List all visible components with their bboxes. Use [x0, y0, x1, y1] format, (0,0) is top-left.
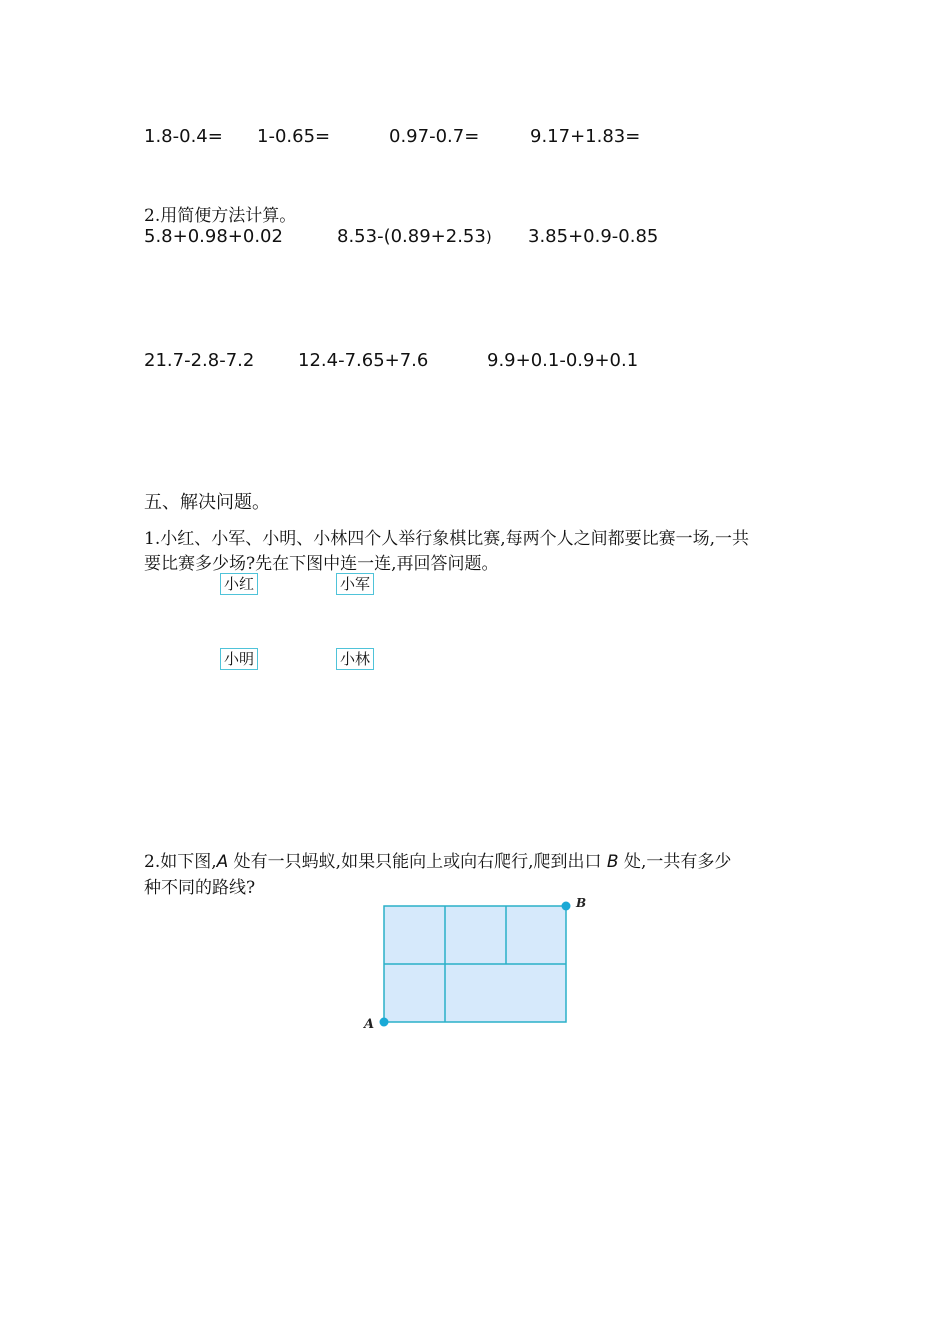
q2-calc-5: 12.4-7.65+7.6 [298, 350, 429, 371]
q2-calc-3: 3.85+0.9-0.85 [528, 226, 659, 247]
name-box-xiaojun: 小军 [336, 573, 374, 595]
section5-heading: 五、解决问题。 [144, 492, 270, 513]
point-a-label: A [364, 1017, 375, 1032]
calc-2: 1-0.65= [257, 126, 331, 147]
problem1-line2: 要比赛多少场?先在下图中连一连,再回答问题。 [144, 554, 499, 574]
q2-calc-4: 21.7-2.8-7.2 [144, 350, 255, 371]
calc-4: 9.17+1.83= [530, 126, 641, 147]
q2-calc-6: 9.9+0.1-0.9+0.1 [487, 350, 639, 371]
q2-calc-1: 5.8+0.98+0.02 [144, 226, 283, 247]
q2-title: 2.用简便方法计算。 [144, 206, 297, 226]
problem2-line1: 2.如下图,A 处有一只蚂蚁,如果只能向上或向右爬行,爬到出口 B 处,一共有多少 [144, 852, 732, 872]
q2-calc-2: 8.53-(0.89+2.53) [337, 226, 492, 247]
name-box-xiaoming: 小明 [220, 648, 258, 670]
calc-1: 1.8-0.4= [144, 126, 223, 147]
point-a-dot [380, 1018, 389, 1027]
calc-3: 0.97-0.7= [389, 126, 480, 147]
point-b-dot [562, 902, 571, 911]
name-box-xiaolin: 小林 [336, 648, 374, 670]
problem1-line1: 1.小红、小军、小明、小林四个人举行象棋比赛,每两个人之间都要比赛一场,一共 [144, 529, 750, 549]
name-box-xiaohong: 小红 [220, 573, 258, 595]
point-b-label: B [576, 896, 587, 910]
ant-path-grid [355, 890, 595, 1040]
problem2-line2: 种不同的路线? [144, 878, 256, 898]
